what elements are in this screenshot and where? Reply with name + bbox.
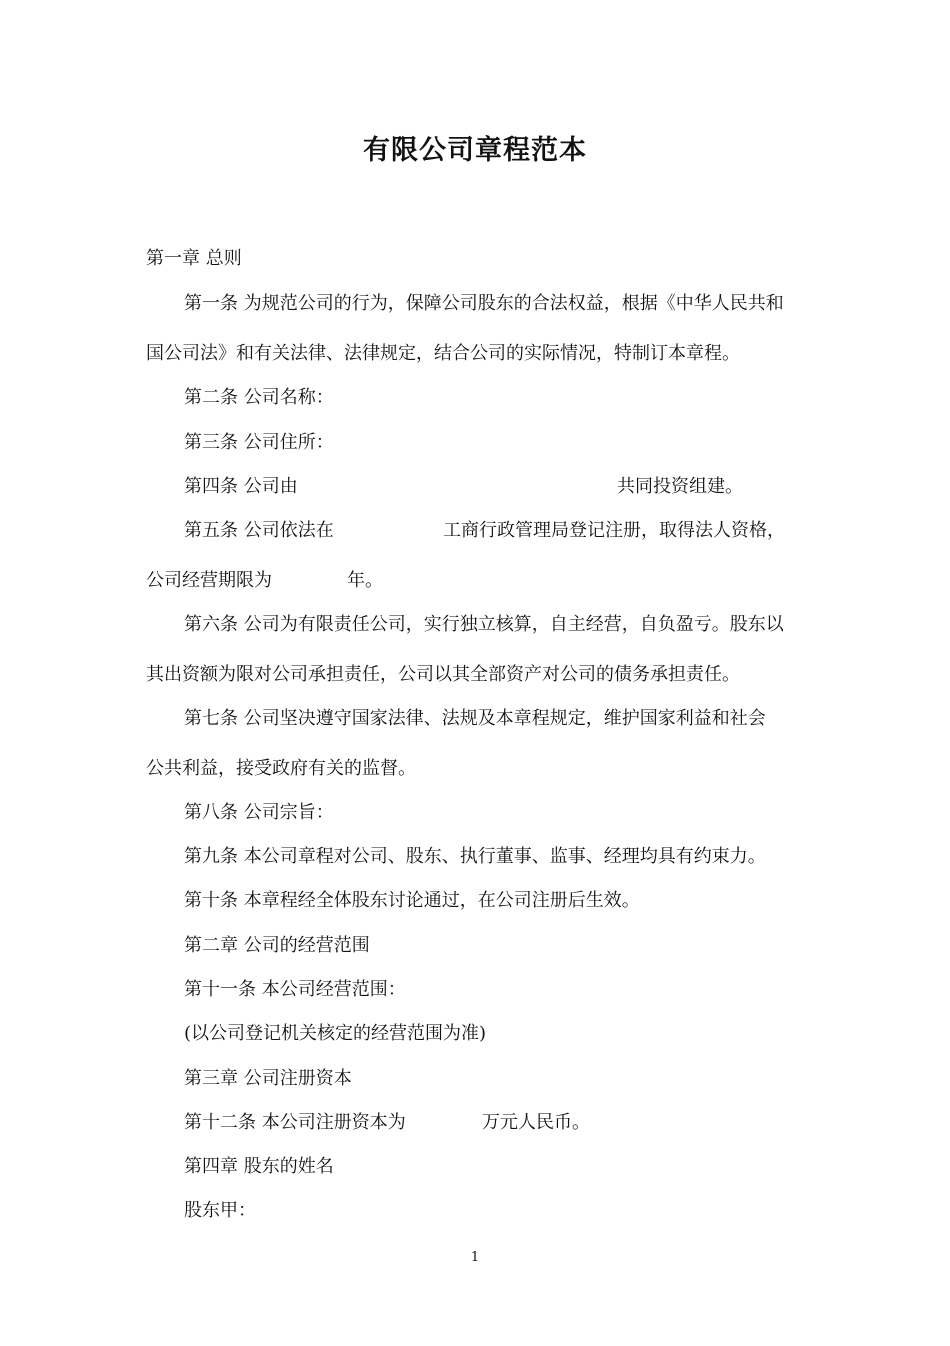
- chapter-1-heading: 第一章 总则: [146, 248, 242, 269]
- article-10: 第十条 本章程经全体股东讨论通过，在公司注册后生效。: [184, 890, 640, 911]
- article-7-line-1: 第七条 公司坚决遵守国家法律、法规及本章程规定，维护国家利益和社会: [184, 708, 766, 729]
- article-5-end: 工商行政管理局登记注册，取得法人资格，: [443, 520, 785, 541]
- article-12-start: 第十二条 本公司注册资本为: [184, 1112, 406, 1133]
- article-4-start: 第四条 公司由: [184, 476, 298, 497]
- article-9: 第九条 本公司章程对公司、股东、执行董事、监事、经理均具有约束力。: [184, 846, 766, 867]
- article-7-line-2: 公共利益，接受政府有关的监督。: [146, 758, 416, 779]
- article-6-line-1: 第六条 公司为有限责任公司，实行独立核算，自主经营，自负盈亏。股东以: [184, 614, 784, 635]
- article-5-line-2-end: 年。: [347, 570, 383, 591]
- chapter-4-heading: 第四章 股东的姓名: [184, 1156, 334, 1177]
- article-4-end: 共同投资组建。: [617, 476, 743, 497]
- chapter-3-heading: 第三章 公司注册资本: [184, 1068, 352, 1089]
- document-title: 有限公司章程范本: [363, 135, 587, 166]
- page-number: 1: [470, 1250, 480, 1265]
- article-5-start: 第五条 公司依法在: [184, 520, 334, 541]
- article-11: 第十一条 本公司经营范围：: [184, 979, 406, 1000]
- article-8: 第八条 公司宗旨：: [184, 802, 334, 823]
- article-12-end: 万元人民币。: [482, 1112, 590, 1133]
- chapter-2-heading: 第二章 公司的经营范围: [184, 935, 370, 956]
- article-1-line-2: 国公司法》和有关法律、法律规定，结合公司的实际情况，特制订本章程。: [146, 343, 740, 364]
- article-1-line-1: 第一条 为规范公司的行为，保障公司股东的合法权益，根据《中华人民共和: [184, 293, 784, 314]
- shareholder-a: 股东甲：: [184, 1200, 256, 1221]
- article-5-line-2-start: 公司经营期限为: [146, 570, 272, 591]
- article-6-line-2: 其出资额为限对公司承担责任，公司以其全部资产对公司的债务承担责任。: [146, 664, 740, 685]
- article-3: 第三条 公司住所：: [184, 432, 334, 453]
- article-11-note: (以公司登记机关核定的经营范围为准): [184, 1023, 487, 1044]
- article-2: 第二条 公司名称：: [184, 387, 334, 408]
